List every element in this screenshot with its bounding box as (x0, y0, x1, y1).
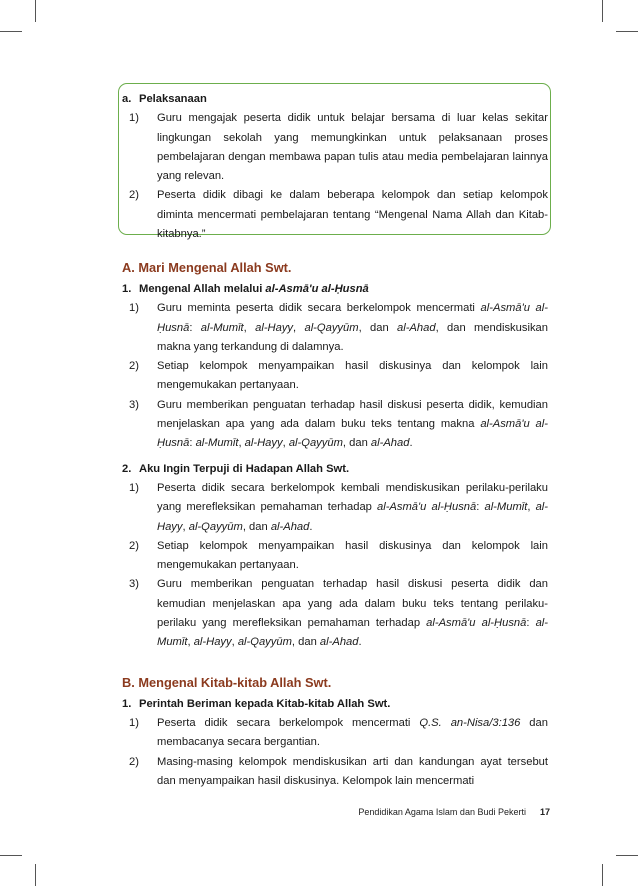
list-item (122, 714, 548, 753)
item-title: Pelaksanaan (139, 93, 207, 105)
crop-mark (616, 855, 638, 856)
list-item (122, 575, 548, 652)
step-text: Peserta didik dibagi ke dalam beberapa kelompok dan setiap kelompok diminta mencermati pembelajaran tentang “Mengenal Nama Allah dan Kitab-kitabnya.” (157, 189, 548, 241)
list-item (122, 109, 548, 186)
subsection-marker: 1. (122, 697, 132, 710)
step-text: Guru mengajak peserta didik untuk belajar bersama di luar kelas sekitar lingkungan sekolah yang memungkinkan untuk pelaksanaan proses pembelajaran dengan membawa papan tulis atau media pembelajaran lainnya yang relevan. (157, 112, 548, 183)
step-marker: 3) (129, 398, 139, 411)
crop-mark (35, 0, 36, 22)
book-title: Pendidikan Agama Islam dan Budi Pekerti (358, 807, 526, 817)
subsection-marker: 1. (122, 283, 132, 295)
crop-mark (0, 31, 22, 32)
crop-mark (602, 864, 603, 886)
list-item (122, 753, 548, 792)
step-marker: 2) (129, 755, 139, 768)
subsection-title: Mengenal Allah melalui al-Asmā'u al-Ḥusnā (139, 283, 369, 295)
step-marker: 1) (129, 716, 139, 729)
page-number: 17 (539, 807, 550, 817)
crop-mark (602, 0, 603, 22)
subsection-heading (122, 280, 548, 299)
crop-mark (0, 855, 22, 856)
step-text: Setiap kelompok menyampaikan hasil diskusinya dan kelompok lain mengemukakan pertanyaan. (157, 360, 548, 392)
crop-mark (35, 864, 36, 886)
step-marker: 2) (129, 360, 139, 373)
section-heading-a: A. Mari Mengenal Allah Swt. (122, 260, 292, 275)
section-heading-b: B. Mengenal Kitab-kitab Allah Swt. (122, 674, 332, 690)
subsection-title: Perintah Beriman kepada Kitab-kitab Allah Swt. (139, 697, 391, 710)
step-text: Peserta didik secara berkelompok kembali mendiskusikan perilaku-perilaku yang merefleksikan pemahaman terhadap al-Asmā'u al-Ḥusnā: al-Mumīt, al-Hayy, al-Qayyūm, dan al-Ahad. (157, 481, 548, 533)
subsection-heading (122, 695, 548, 714)
step-text: Peserta didik secara berkelompok mencermati Q.S. an-Nisa/3:136 dan membacanya secara bergantian. (157, 716, 548, 749)
step-marker: 1) (129, 481, 139, 494)
list-item (122, 537, 548, 576)
subsection-title: Aku Ingin Terpuji di Hadapan Allah Swt. (139, 462, 350, 475)
step-marker: 1) (129, 112, 139, 125)
crop-mark (616, 31, 638, 32)
list-item (122, 186, 548, 244)
step-marker: 2) (129, 539, 139, 552)
step-marker: 3) (129, 578, 139, 591)
item-marker: a. (122, 93, 132, 105)
step-marker: 1) (129, 302, 139, 315)
step-text: Guru memberikan penguatan terhadap hasil diskusi peserta didik, kemudian menjelaskan apa yang ada dalam buku teks tentang makna al-Asmā'u al-Ḥusnā: al-Mumīt, al-Hayy, al-Qayyūm, dan al-Ahad. (157, 398, 548, 450)
page-footer (300, 807, 550, 817)
subsection-marker: 2. (122, 462, 132, 475)
step-text: Guru memberikan penguatan terhadap hasil diskusi peserta didik dan kemudian menjelaskan apa yang ada dalam buku teks tentang perilaku-perilaku yang merefleksikan pemahaman terhadap al-Asmā'u al-Ḥusnā: al-Mumīt, al-Hayy, al-Qayyūm, dan al-Ahad. (157, 578, 548, 649)
step-text: Guru meminta peserta didik secara berkelompok mencermati al-Asmā'u al-Ḥusnā: al-Mumīt, al-Hayy, al-Qayyūm, dan al-Ahad, dan mendiskusikan makna yang terkandung di dalamnya. (157, 302, 548, 353)
step-text: Setiap kelompok menyampaikan hasil diskusinya dan kelompok lain mengemukakan pertanyaan. (157, 539, 548, 572)
implementation-heading (122, 90, 548, 109)
list-item (122, 479, 548, 537)
page-content (122, 90, 548, 791)
list-item (122, 299, 548, 357)
list-item (122, 357, 548, 396)
implementation-section (122, 90, 548, 241)
step-marker: 2) (129, 189, 139, 202)
list-item (122, 396, 548, 454)
subsection-heading (122, 460, 548, 479)
step-text: Masing-masing kelompok mendiskusikan arti dan kandungan ayat tersebut dan menyampaikan hasil diskusinya. Kelompok lain mencermati (157, 755, 548, 787)
